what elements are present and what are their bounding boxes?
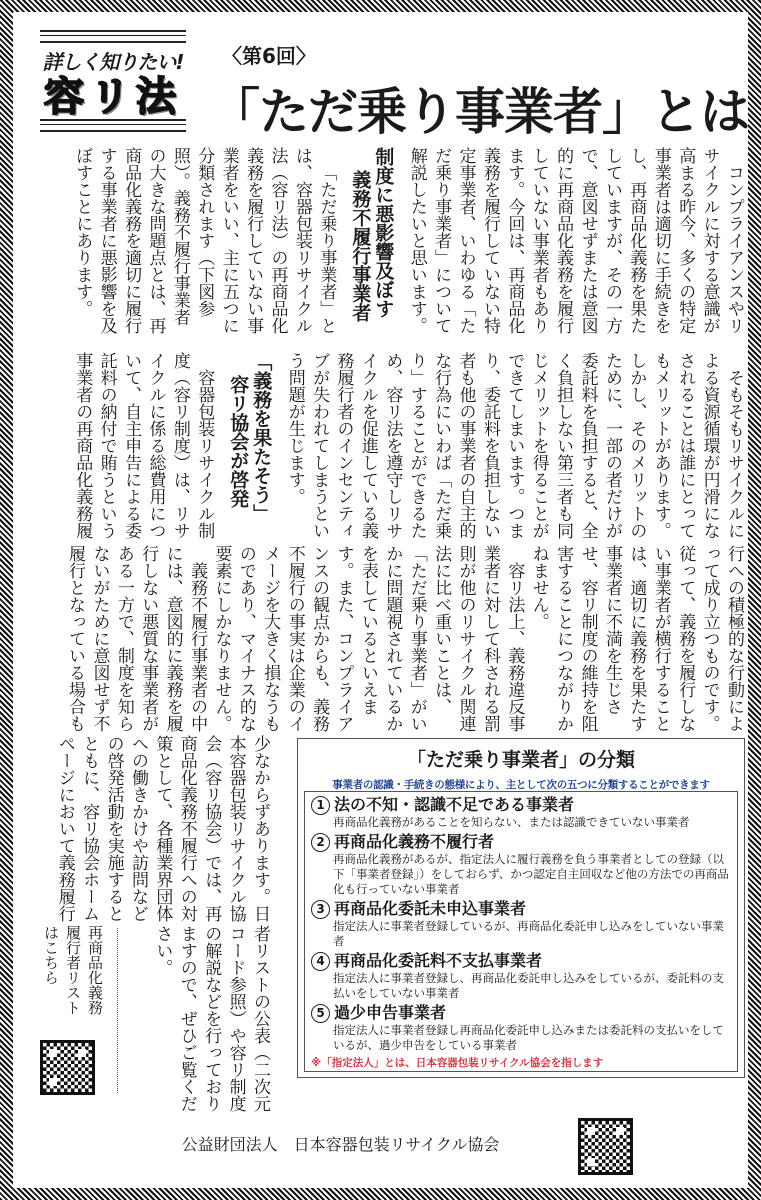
paragraph: コンプライアンスやリサイクルに対する意識が高まる昨今、多くの特定事業者は適切に手続きをし、再商品化義務を果たしていますが、その一方で、意図せずまたは意図的に再商品化義務を履行していない事業者もあります。今回は、再商品化義務を履行していない特定事業者、いわゆる「ただ乗り事業者」について解説したいと思います。 xyxy=(406,147,744,334)
classification-title: 「ただ乗り事業者」の分類 xyxy=(406,749,635,771)
item-title: 再商品化義務不履行者 xyxy=(334,832,495,851)
dotted-divider xyxy=(117,928,118,1093)
paragraph: 容器包装リサイクル制度（容リ制度）は、リサイクルに係る総費用について、自主申告による委託料の納付で賄うという事業者の再商品化義務履 xyxy=(72,352,215,539)
item-description: 再商品化義務があるが、指定法人に履行義務を負う事業者としての登録（以下「事業者登録」）をしておらず、かつ認定自主回収など他の方法での再商品化も行っていない事業者 xyxy=(333,852,729,896)
qr-caption-line: 再商品化義務 xyxy=(86,925,104,1015)
item-description: 指定法人に事業者登録し、再商品化委託申し込みをしているが、委託料の支払いをしていない事業者 xyxy=(333,971,724,1000)
body-tier-1 xyxy=(30,147,746,339)
logo-subtitle: 詳しく知りたい! xyxy=(42,50,184,74)
paragraph: 者リストの公表（二次元コード参照）や容リ制度の解説などを行っておりますので、ぜひご覧ください。 xyxy=(152,925,270,1112)
item-description: 指定法人に事業者登録しているが、再商品化委託申し込みをしていない事業者 xyxy=(333,919,724,948)
qr-caption-line: はこちら xyxy=(42,925,60,985)
classification-list xyxy=(304,791,738,1072)
qr-caption xyxy=(40,925,106,1035)
item-title: 法の不知・認識不足である事業者 xyxy=(334,795,575,814)
heading-line: 義務不履行事業者 xyxy=(349,169,372,322)
issue-number: 〈第6回〉 xyxy=(222,44,316,68)
qr-code-footer[interactable] xyxy=(578,1118,633,1175)
publisher-name: 公益財団法人 日本容器包装リサイクル協会 xyxy=(181,1135,500,1154)
body-tier-4-continued xyxy=(122,925,272,1117)
circled-number: 3 xyxy=(311,900,330,919)
qr-code-list[interactable] xyxy=(40,1040,95,1095)
series-logo xyxy=(40,30,186,130)
paragraph: 義務不履行事業者の中には、意図的に義務を履行しない悪質な事業者がある一方で、制度を知らないがために意図せず不履行となっている場合も xyxy=(65,545,208,732)
item-title: 再商品化委託未申込事業者 xyxy=(334,899,527,918)
list-item xyxy=(311,951,731,1001)
list-item xyxy=(311,1003,731,1053)
item-description: 再商品化義務があることを知らない、または認識できていない事業者 xyxy=(333,815,690,829)
section-heading-2 xyxy=(226,352,272,544)
page-title: 「ただ乗り事業者」とは xyxy=(210,83,749,141)
heading-line: 「義務を果たそう」 xyxy=(250,352,273,523)
item-title: 再商品化委託料不支払事業者 xyxy=(334,951,543,970)
footnote: ※「指定法人」とは、日本容器包装リサイクル協会を指します xyxy=(311,1057,604,1069)
circled-number: 5 xyxy=(311,1004,330,1023)
body-tier-2 xyxy=(30,352,746,544)
section-heading-1 xyxy=(348,147,394,339)
item-title: 過少申告事業者 xyxy=(334,1003,447,1022)
heading-line: 制度に悪影響及ぼす xyxy=(372,147,395,318)
qr-caption-line: 履行者リスト xyxy=(64,925,82,1015)
paragraph: 「ただ乗り事業者」とは、容器包装リサイクル法（容リ法）の再商品化義務を履行していない事業者をいい、主に五つに分類されます（下図参照）。義務不履行事業者の大きな問題点とは、再商品化義務を適切に履行する事業者に悪影響を及ぼすことにあります。 xyxy=(72,147,337,334)
list-item xyxy=(311,832,731,897)
logo-rule-top xyxy=(40,30,186,43)
item-description: 指定法人に事業者登録し再商品化委託申し込みまたは委託料の支払いをしているが、過少申告をしている事業者 xyxy=(333,1023,724,1052)
logo-main: 容リ法 xyxy=(44,74,182,120)
list-item xyxy=(311,795,731,830)
paragraph: そもそもリサイクルによる資源循環が円滑になされることは誰にとってもメリットがあります。しかし、そのメリットのために、一部の者だけが委託料を負担すると、全く負担しない第三者も同じメリットを得ることができてしまいます。つまり、委託料を負担しない者も他の事業者の自主的な行為にいわば「ただ乗り」することができるため、容リ法を遵守しリサイクルを促進している義務履行者のインセンティブが失われてしまうという問題が生じます。 xyxy=(284,352,744,539)
body-tier-3 xyxy=(30,545,746,737)
circled-number: 4 xyxy=(311,952,330,971)
paragraph: 容リ法上、義務違反事業者に対して科される罰則が他のリサイクル関連法に比べ重いことは、「ただ乗り事業者」がいかに問題視されているかを表しているといえます。また、コンプライアンスの観点からも、義務不履行の事実は企業のイメージを大きく損なうものであり、マイナス的な要素にしかなりません。 xyxy=(211,545,525,732)
body-tier-4 xyxy=(36,735,272,927)
logo-rule-bottom xyxy=(40,119,186,132)
paragraph: 少なからずあります。日本容器包装リサイクル協会（容リ協会）では、再商品化義務不履行への対策として、各種業界団体への働きかけや訪問などの啓発活動を実施するとともに、容リ協会ホームページにおいて義務履行 xyxy=(54,735,270,922)
classification-subtitle: 事業者の認識・手続きの態様により、主として次の五つに分類することができます xyxy=(332,779,710,791)
heading-line: 容リ協会が啓発 xyxy=(227,374,250,508)
paragraph: 行への積極的な行動によって成り立つものです。従って、義務を履行しない事業者が横行することは、適切に義務を果たす事業者に不満を生じさせ、容リ制度の維持を阻害することにつながりかねません。 xyxy=(528,545,744,732)
list-item xyxy=(311,899,731,949)
classification-box xyxy=(297,738,745,1078)
circled-number: 2 xyxy=(311,833,330,852)
circled-number: 1 xyxy=(311,796,330,815)
